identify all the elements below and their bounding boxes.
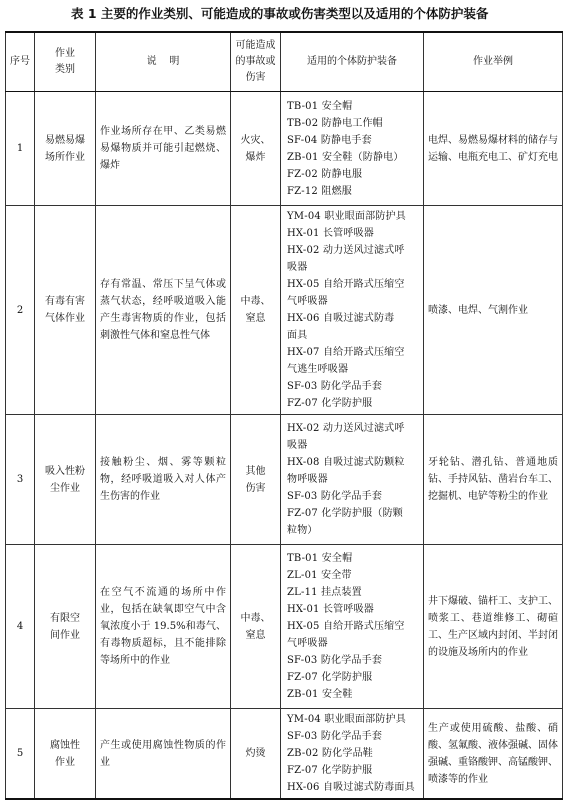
equip-item: HX-05 自给开路式压缩空	[287, 621, 405, 632]
equip-item: HX-06 自吸过滤式防毒	[287, 313, 395, 324]
equip-item: SF-04 防静电手套	[287, 134, 372, 146]
equip-item: 气呼吸器	[287, 638, 328, 649]
equip-item: 气呼吸器	[287, 296, 328, 307]
header-no: 序号	[6, 32, 35, 92]
equip-item: HX-01 长管呼吸器	[287, 604, 374, 615]
equip-item: HX-07 自给开路式压缩空	[287, 347, 405, 358]
row-example: 生产或使用硫酸、盐酸、硝酸、氢氟酸、液体强碱、固体强碱、重铬酸钾、高锰酸钾、喷漆等的作业	[424, 709, 563, 800]
row-desc: 存有常温、常压下呈气体或蒸气状态，经呼吸道吸入能产生毒害物质的作业，包括刺激性气体和窒息性气体	[96, 206, 231, 415]
row-harm: 灼烫	[231, 709, 281, 800]
header-harm: 可能造成 的事故或 伤害	[231, 32, 281, 92]
equip-item: FZ-07 化学防护服（防颗	[287, 508, 403, 519]
row-desc: 作业场所存在甲、乙类易燃易爆物质并可能引起燃烧、爆炸	[96, 92, 231, 206]
header-example: 作业举例	[424, 32, 563, 92]
row-no: 4	[6, 545, 35, 709]
equip-item: YM-04 职业眼面部防护具	[287, 211, 406, 222]
row-example: 喷漆、电焊、气割作业	[424, 206, 563, 415]
row-category: 易燃易爆 场所作业	[35, 92, 96, 206]
header-equip: 适用的个体防护装备	[281, 32, 424, 92]
equip-item: HX-02 动力送风过滤式呼	[287, 423, 405, 434]
row-example: 牙轮钻、潜孔钻、普通地质钻、手持风钻、凿岩台车工、挖掘机、电铲等粉尘的作业	[424, 415, 563, 545]
equip-item: TB-01 安全帽	[287, 100, 353, 112]
equip-item: ZB-01 安全鞋	[287, 689, 353, 700]
row-category: 有毒有害 气体作业	[35, 206, 96, 415]
row-harm: 中毒、 窒息	[231, 545, 281, 709]
equip-item: SF-03 防化学品手套	[287, 381, 383, 392]
equip-item: FZ-07 化学防护服	[287, 765, 373, 776]
equip-item: ZB-01 安全鞋（防静电）	[287, 151, 404, 163]
row-equip	[281, 415, 424, 545]
row-harm: 火灾、 爆炸	[231, 92, 281, 206]
equip-item: SF-03 防化学品手套	[287, 655, 383, 666]
equip-item: FZ-07 化学防护服	[287, 672, 373, 683]
equip-item: HX-08 自吸过滤式防颗粒	[287, 457, 405, 468]
table-row	[6, 709, 563, 800]
equip-item: ZL-01 安全带	[287, 570, 352, 581]
table-title: 表 1 主要的作业类别、可能造成的事故或伤害类型以及适用的个体防护装备	[71, 6, 489, 21]
header-desc: 说 明	[96, 32, 231, 92]
equip-item: 物呼吸器	[287, 474, 328, 485]
row-equip	[281, 206, 424, 415]
row-category: 吸入性粉 尘作业	[35, 415, 96, 545]
row-equip	[281, 709, 424, 800]
row-category: 腐蚀性 作业	[35, 709, 96, 800]
ppe-table	[5, 31, 563, 800]
header-category: 作业 类别	[35, 32, 96, 92]
row-no: 1	[6, 92, 35, 206]
equip-item: FZ-02 防静电服	[287, 168, 363, 180]
row-example: 电焊、易燃易爆材料的储存与运输、电瓶充电工、矿灯充电	[424, 92, 563, 206]
equip-item: SF-03 防化学品手套	[287, 731, 383, 742]
row-desc: 在空气不流通的场所中作业，包括在缺氧即空气中含氧浓度小于 19.5%和毒气、有毒物质超标，且不能排除等场所中的作业	[96, 545, 231, 709]
row-no: 3	[6, 415, 35, 545]
equip-item: YM-04 职业眼面部防护具	[287, 714, 406, 725]
row-harm: 其他 伤害	[231, 415, 281, 545]
equip-item: 粒物）	[287, 525, 318, 536]
row-harm: 中毒、 窒息	[231, 206, 281, 415]
equip-item: 气逃生呼吸器	[287, 364, 349, 375]
equip-item: ZL-11 挂点装置	[287, 587, 362, 598]
equip-item: 吸器	[287, 262, 308, 273]
row-no: 2	[6, 206, 35, 415]
equip-item: HX-05 自给开路式压缩空	[287, 279, 405, 290]
equip-item: SF-03 防化学品手套	[287, 491, 383, 502]
row-equip	[281, 92, 424, 206]
equip-item: ZB-02 防化学品鞋	[287, 748, 373, 759]
row-example: 井下爆破、锚杆工、支护工、喷浆工、巷道维修工、砌碹工、生产区域内封闭、半封闭的设施及场所内的作业	[424, 545, 563, 709]
row-no: 5	[6, 709, 35, 800]
table-row	[6, 415, 563, 545]
equip-item: HX-01 长管呼吸器	[287, 228, 374, 239]
table-row	[6, 92, 563, 206]
equip-item: TB-01 安全帽	[287, 553, 353, 564]
table-row	[6, 206, 563, 415]
row-desc: 产生或使用腐蚀性物质的作业	[96, 709, 231, 800]
equip-item: HX-02 动力送风过滤式呼	[287, 245, 405, 256]
equip-item: 吸器	[287, 440, 308, 451]
equip-item: FZ-12 阻燃服	[287, 185, 352, 197]
table-row	[6, 545, 563, 709]
equip-item: HX-06 自吸过滤式防毒面具	[287, 782, 415, 793]
equip-item: TB-02 防静电工作帽	[287, 117, 383, 129]
header-row	[6, 32, 563, 92]
row-category: 有限空 间作业	[35, 545, 96, 709]
equip-item: FZ-07 化学防护服	[287, 398, 373, 409]
equip-item: 面具	[287, 330, 308, 341]
row-desc: 接触粉尘、烟、雾等颗粒物，经呼吸道吸入对人体产生伤害的作业	[96, 415, 231, 545]
row-equip	[281, 545, 424, 709]
